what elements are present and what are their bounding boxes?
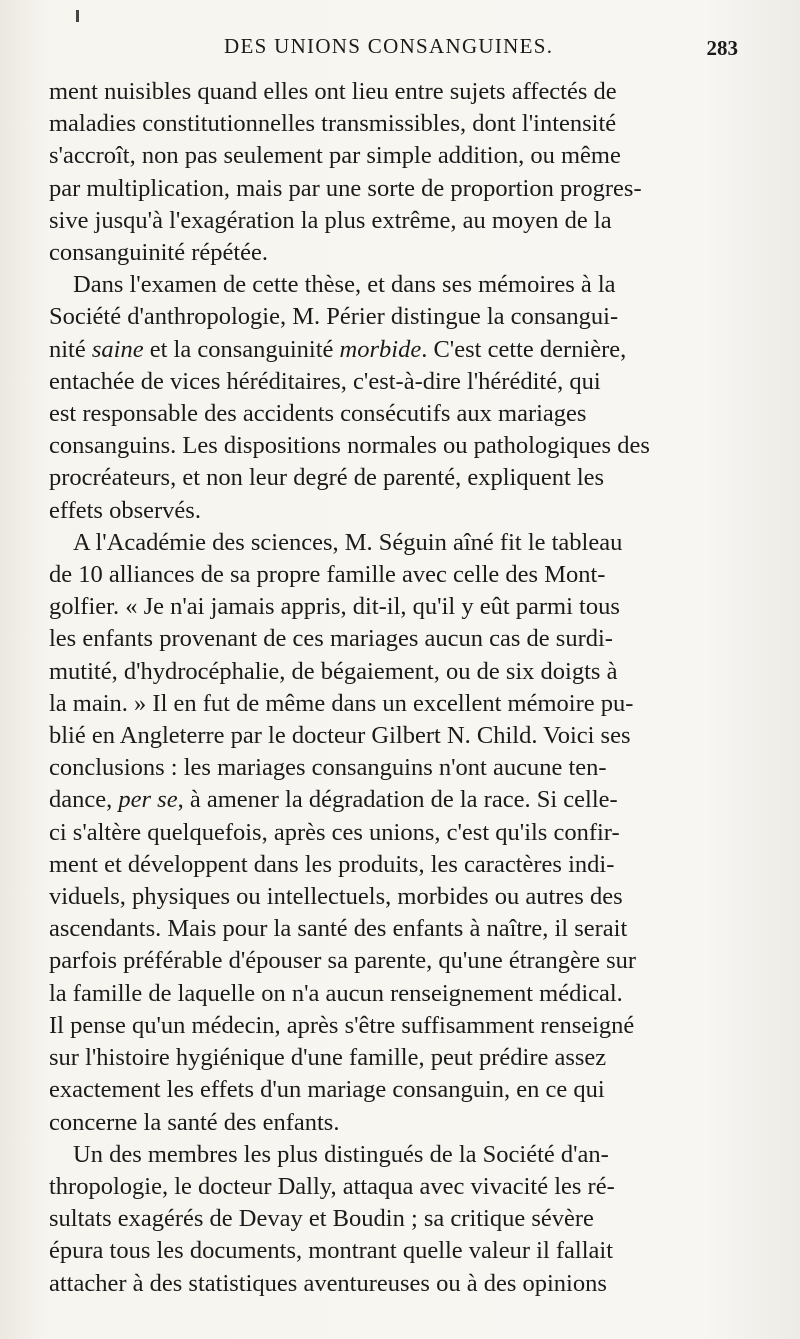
- text-line: effets observés.: [49, 496, 201, 524]
- text-line: attacher à des statistiques aventureuses ou à des opinions: [49, 1269, 607, 1297]
- text-line: Société d'anthropologie, M. Périer distingue la consangui-: [49, 303, 619, 331]
- italic-term-per-se: per se: [118, 786, 178, 814]
- text-line: thropologie, le docteur Dally, attaqua avec vivacité les ré-: [49, 1172, 615, 1200]
- text-line: ment et développent dans les produits, les caractères indi-: [49, 850, 615, 878]
- italic-term-saine: saine: [91, 335, 144, 363]
- text-line: ascendants. Mais pour la santé des enfants à naître, il serait: [49, 915, 628, 943]
- text-fragment: . C'est cette dernière,: [421, 335, 627, 363]
- text-line: la famille de laquelle on n'a aucun renseignement médical.: [49, 979, 623, 1007]
- text-line: A l'Académie des sciences, M. Séguin aîné fit le tableau: [73, 528, 623, 556]
- text-line: blié en Angleterre par le docteur Gilbert N. Child. Voici ses: [49, 722, 631, 750]
- text-line: maladies constitutionnelles transmissibles, dont l'intensité: [49, 110, 617, 138]
- text-line: sultats exagérés de Devay et Boudin ; sa critique sévère: [49, 1205, 594, 1233]
- text-line: sive jusqu'à l'exagération la plus extrême, au moyen de la: [49, 206, 612, 234]
- text-line: Un des membres les plus distingués de la Société d'an-: [73, 1140, 609, 1168]
- text-line: sur l'histoire hygiénique d'une famille, peut prédire assez: [49, 1044, 607, 1072]
- paragraph-3: [49, 527, 739, 1139]
- italic-term-morbide: morbide: [339, 335, 422, 363]
- text-fragment: , à amener la dégradation de la race. Si celle-: [177, 786, 618, 814]
- text-line: golfier. « Je n'ai jamais appris, dit-il, qu'il y eût parmi tous: [49, 593, 620, 621]
- text-line: épura tous les documents, montrant quelle valeur il fallait: [49, 1237, 614, 1265]
- text-line: la main. » Il en fut de même dans un excellent mémoire pu-: [49, 689, 634, 717]
- text-line: s'accroît, non pas seulement par simple addition, ou même: [49, 142, 621, 170]
- text-line: viduels, physiques ou intellectuels, morbides ou autres des: [49, 883, 623, 911]
- text-line: concerne la santé des enfants.: [49, 1108, 340, 1136]
- text-line: entachée de vices héréditaires, c'est-à-dire l'hérédité, qui: [49, 367, 601, 395]
- text-line: est responsable des accidents consécutifs aux mariages: [49, 400, 587, 428]
- text-line: Il pense qu'un médecin, après s'être suffisamment renseigné: [49, 1011, 635, 1039]
- text-fragment: dance,: [49, 786, 119, 814]
- text-line: de 10 alliances de sa propre famille avec celle des Mont-: [49, 561, 606, 589]
- page-number: 283: [706, 36, 738, 60]
- text-line: consanguins. Les dispositions normales ou pathologiques des: [49, 432, 650, 460]
- paragraph-4: [49, 1139, 739, 1300]
- text-line: ci s'altère quelquefois, après ces unions, c'est qu'ils confir-: [49, 818, 620, 846]
- main-text: [49, 76, 739, 1300]
- text-fragment: et la consanguinité: [143, 335, 340, 363]
- text-line: conclusions : les mariages consanguins n'ont aucune ten-: [49, 754, 607, 782]
- text-fragment: nité: [49, 335, 92, 363]
- text-line: procréateurs, et non leur degré de parenté, expliquent les: [49, 464, 605, 492]
- text-line: Dans l'examen de cette thèse, et dans ses mémoires à la: [73, 271, 616, 299]
- margin-mark: [76, 10, 79, 22]
- paragraph-1: [49, 76, 739, 269]
- text-line: les enfants provenant de ces mariages aucun cas de surdi-: [49, 625, 613, 653]
- paragraph-2: [49, 269, 739, 527]
- text-line: par multiplication, mais par une sorte de proportion progres-: [49, 174, 642, 202]
- text-line: parfois préférable d'épouser sa parente, qu'une étrangère sur: [49, 947, 637, 975]
- text-line: mutité, d'hydrocéphalie, de bégaiement, ou de six doigts à: [49, 657, 618, 685]
- text-line: ment nuisibles quand elles ont lieu entre sujets affectés de: [49, 78, 617, 105]
- page-header: [48, 34, 738, 66]
- running-title: DES UNIONS CONSANGUINES.: [224, 34, 554, 58]
- text-line-mixed: [49, 334, 739, 366]
- text-line: exactement les effets d'un mariage consanguin, en ce qui: [49, 1076, 605, 1104]
- text-line: consanguinité répétée.: [49, 239, 269, 267]
- text-line-mixed: [49, 784, 739, 816]
